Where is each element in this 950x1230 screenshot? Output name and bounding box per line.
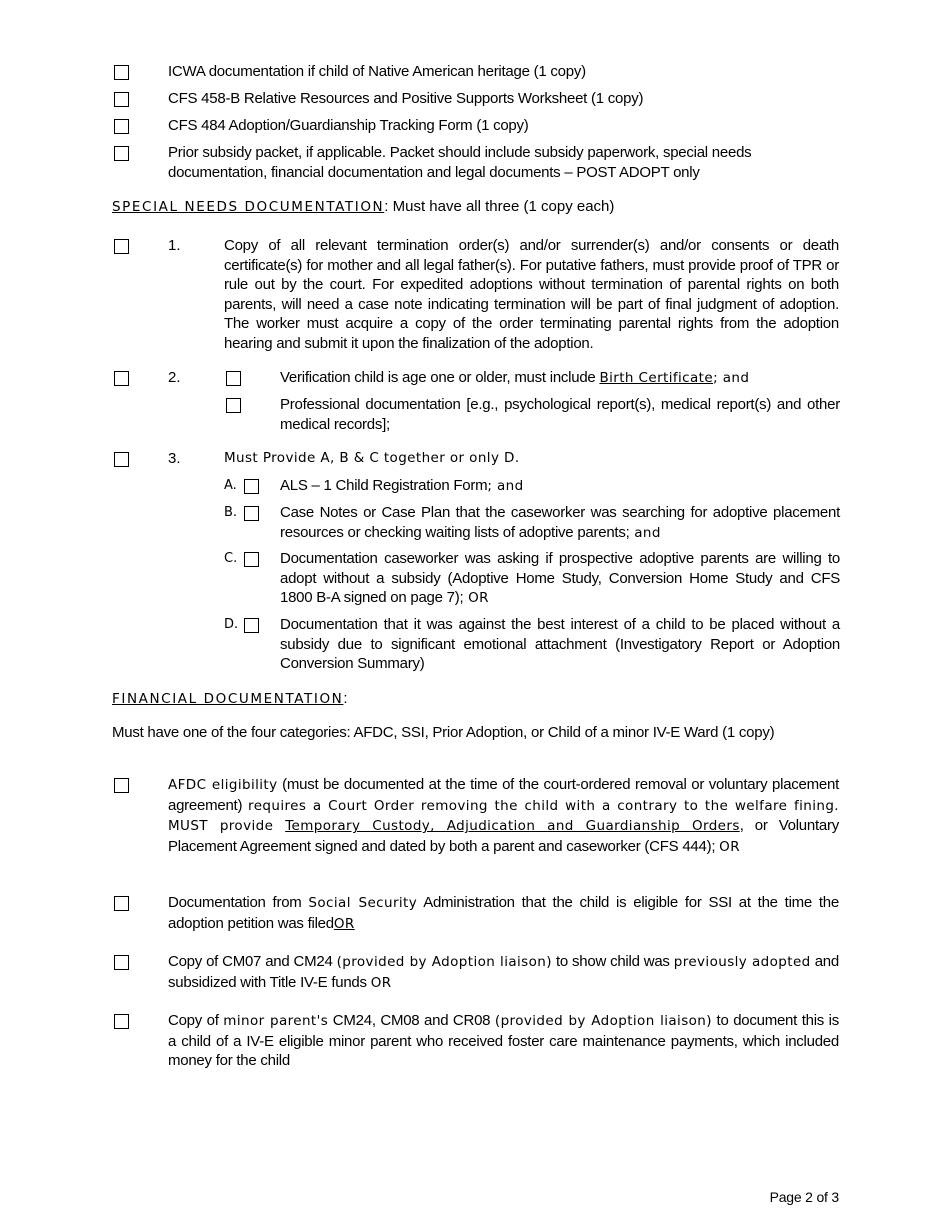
prior-subsidy-checkbox[interactable] [114,146,129,161]
minor-parent-checkbox[interactable] [114,1014,129,1029]
special-needs-heading-title: SPECIAL NEEDS DOCUMENTATION [112,199,385,215]
special-needs-item-1-checkbox[interactable] [114,239,129,254]
afdc-item-text [168,775,839,857]
item-3-sub-a-suffix: ; and [487,478,524,494]
cfs-484-item-text: CFS 484 Adoption/Guardianship Tracking Form (1 copy) [168,117,529,134]
item-2-sub-a-text [280,368,840,389]
item-3-sub-c-suffix: OR [463,590,489,607]
minor-p1: Copy of [168,1012,224,1029]
special-needs-item-3-checkbox[interactable] [114,452,129,467]
ssi-item-text [168,893,839,934]
special-needs-item-2-checkbox[interactable] [114,371,129,386]
prior-p4: previously adopted [673,954,811,970]
minor-p4: (provided by Adoption liaison) [494,1013,712,1029]
special-needs-item-1-number: 1. [168,237,181,254]
cfs-484-checkbox[interactable] [114,119,129,134]
prior-p6: OR [370,974,392,991]
item-3-sub-b-text [280,503,840,543]
item-3-intro: Must Provide A, B & C together or only D. [224,450,520,466]
ssi-p3: Administration that the child is eligible for SSI at the time the adoption petition was filed [168,894,839,932]
ssi-checkbox[interactable] [114,896,129,911]
prior-adoption-checkbox[interactable] [114,955,129,970]
prior-p3: to show child was [551,953,674,970]
financial-intro: Must have one of the four categories: AFDC, SSI, Prior Adoption, or Child of a minor IV-E Ward (1 copy) [112,724,775,741]
prior-p1: Copy of CM07 and CM24 [168,953,337,970]
special-needs-heading [112,197,614,218]
financial-heading-title: FINANCIAL DOCUMENTATION [112,691,344,707]
afdc-p4: Temporary Custody, Adjudication and Guardianship Orders [285,818,740,835]
item-3-sub-b-checkbox[interactable] [244,506,259,521]
item-3-sub-a-label: A. [224,478,237,493]
afdc-p2: (must be documented at the time of the court-ordered removal or voluntary placement agreement) [168,776,839,814]
item-3-sub-b-label: B. [224,505,238,520]
special-needs-item-2-number: 2. [168,369,181,386]
item-3-sub-b-body: Case Notes or Case Plan that the caseworker was searching for adoptive placement resources or checking waiting lists of adoptive parents; [280,504,840,541]
prior-p5: and subsidized with Title IV-E funds [168,953,839,991]
ssi-p4: OR [333,915,355,932]
afdc-p3: requires a Court Order removing the child with a contrary to the welfare fining. MUST provide [168,797,839,835]
icwa-item-text: ICWA documentation if child of Native American heritage (1 copy) [168,63,586,80]
minor-p5: to document this is a child of a IV-E eligible minor parent who received foster care maintenance payments, which included money for the child [168,1012,840,1070]
minor-p2: minor parent's [223,1013,329,1029]
afdc-p5: , or Voluntary Placement Agreement signed and dated by both a parent and caseworker (CFS 444); [168,817,840,855]
financial-heading [112,689,348,710]
item-2-sub-b-checkbox[interactable] [226,398,241,413]
prior-adoption-item-text [168,952,839,993]
item-3-sub-c-checkbox[interactable] [244,552,259,567]
minor-p3: CM24, CM08 and CR08 [328,1012,495,1029]
item-3-sub-a-text [280,476,840,497]
item-2-sub-b-text: Professional documentation [e.g., psychological report(s), medical report(s) and other medical records]; [280,396,840,433]
afdc-p6: OR [719,838,740,855]
afdc-checkbox[interactable] [114,778,129,793]
cfs-458b-checkbox[interactable] [114,92,129,107]
special-needs-item-3-number: 3. [168,450,181,467]
item-3-sub-b-suffix: and [629,524,661,541]
page-number: Page 2 of 3 [769,1189,839,1205]
special-needs-item-1-text: Copy of all relevant termination order(s) and/or surrender(s) and/or consents or death certificate(s) for mother and all legal father(s). For putative fathers, must provide proof of TPR or rule out by the court. For expedited adoptions without termination of parental rights on both parents, will need a case note indicating termination will be part of final judgment of adoption. The worker must acquire a copy of the order terminating parental rights from the adoption hearing and submit it upon the finalization of the adoption. [224,237,839,352]
item-3-sub-c-label: C. [224,551,238,566]
minor-parent-item-text [168,1011,839,1071]
item-3-sub-c-body: Documentation caseworker was asking if prospective adoptive parents are willing to adopt without a subsidy (Adoptive Home Study, Conversion Home Study and CFS 1800 B-A signed on page 7); [280,550,840,607]
item-3-sub-d-label: D. [224,617,239,632]
birth-certificate-link: Birth Certificate [599,370,714,386]
item-3-sub-a-checkbox[interactable] [244,479,259,494]
icwa-checkbox[interactable] [114,65,129,80]
item-3-sub-d-text: Documentation that it was against the best interest of a child to be placed without a subsidy due to significant emotional attachment (Investigatory Report or Adoption Conversion Summary) [280,616,840,673]
prior-p2: (provided by Adoption liaison) [336,954,552,970]
special-needs-heading-suffix: : Must have all three (1 copy each) [384,198,615,215]
ssi-p1: Documentation from [168,894,309,911]
item-2-sub-a-prefix: Verification child is age one or older, must include [280,369,600,386]
item-3-sub-d-checkbox[interactable] [244,618,259,633]
item-2-sub-a-suffix: ; and [713,370,750,386]
prior-subsidy-item-text: Prior subsidy packet, if applicable. Packet should include subsidy paperwork, special needs documentation, financial documentation and legal documents – POST ADOPT only [168,144,752,181]
item-2-sub-a-checkbox[interactable] [226,371,241,386]
afdc-p1: AFDC eligibility [168,777,278,793]
item-3-sub-a-body: ALS – 1 Child Registration Form [280,477,488,494]
financial-heading-suffix: : [343,690,348,707]
item-3-sub-c-text [280,549,840,609]
cfs-458b-item-text: CFS 458-B Relative Resources and Positive Supports Worksheet (1 copy) [168,90,644,107]
ssi-p2: Social Security [308,895,418,911]
